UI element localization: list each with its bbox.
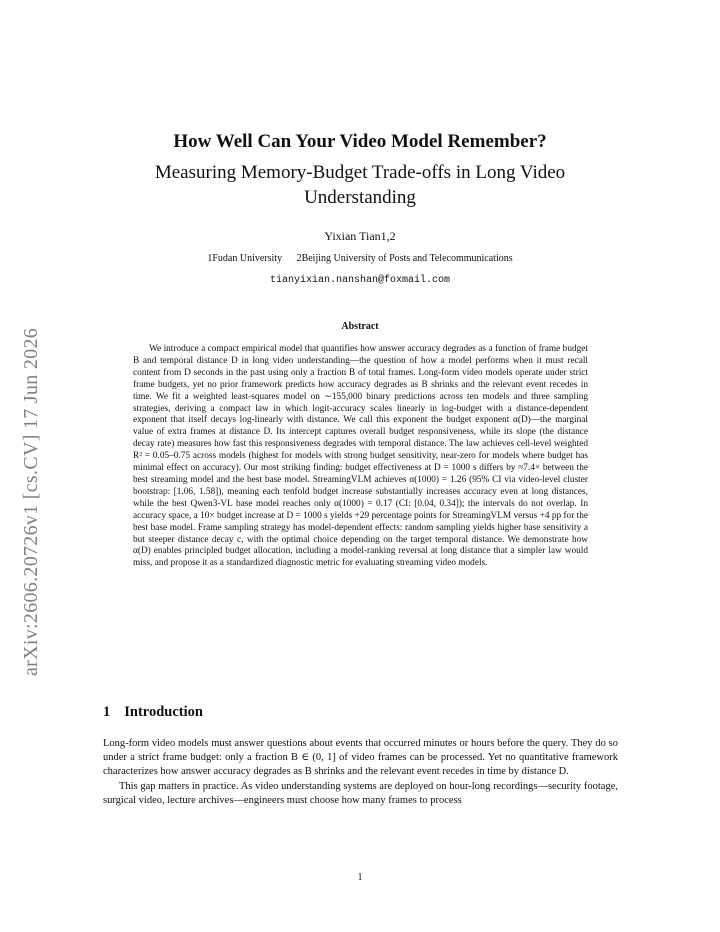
abstract-heading: Abstract: [341, 321, 379, 332]
affiliations: [0, 253, 720, 264]
author-email[interactable]: tianyixian.nanshan@foxmail.com: [269, 275, 451, 286]
affiliation-2: 2Beijing University of Posts and Telecommunications: [296, 253, 513, 264]
abstract-body: [133, 344, 588, 570]
affiliation-1: 1Fudan University: [207, 253, 283, 264]
page-number: 1: [357, 872, 363, 883]
section-number: 1: [103, 704, 111, 720]
introduction-body: [103, 737, 618, 808]
paper-title: How Well Can Your Video Model Remember?: [173, 131, 547, 152]
intro-paragraph-2: This gap matters in practice. As video understanding systems are deployed on hour-long recordings—security footage, surgical video, lecture archives—engineers must choose how many frames to process: [103, 780, 618, 806]
author-name: Yixian Tian1,2: [324, 229, 396, 243]
intro-paragraph-1: Long-form video models must answer questions about events that occurred minutes or hours before the query. They do so under a strict frame budget: only a fraction B ∈ (0, 1] of video frames can be processed. Yet no quantitative framework characterizes how answer accuracy degrades as B shrinks and the relevant event recedes in time by distance D.: [103, 738, 618, 778]
abstract-text: We introduce a compact empirical model that quantifies how answer accuracy degrades as a function of frame budget B and temporal distance D in long video understanding—the question of how a model performs when it must recall content from D seconds in the past using only a fraction B of total frames. Long-form video models operate under strict frame budgets, yet no prior framework predicts how accuracy degrades as B shrinks and the relevant event recedes in time. We fit a weighted least-squares model on ∼155,000 binary predictions across ten models and three sampling strategies, deriving a compact law in which logit-accuracy scales linearly in log-budget with a distance-dependent exponent that itself decays log-linearly with distance. We call this exponent the budget exponent α(D)—the marginal value of extra frames at distance D. Its intercept captures overall budget responsiveness, while its slope (the distance decay rate) measures how fast this responsiveness degrades with temporal distance. The law achieves cell-level weighted R² = 0.05–0.75 across models (highest for models with strong budget sensitivity, near-zero for models where budget has minimal effect on accuracy). Our most striking finding: budget effectiveness at D = 1000 s differs by ≈7.4× between the best streaming model and the best base model. StreamingVLM achieves α(1000) = 1.26 (95% CI via video-level cluster bootstrap: [1.06, 1.58]), meaning each tenfold budget increase substantially increases accuracy even at long distances, while the best Qwen3-VL base model reaches only α(1000) = 0.17 (CI: [0.04, 0.34]); the intervals do not overlap. In accuracy space, a 10× budget increase at D = 1000 s yields +29 percentage points for StreamingVLM versus +4 pp for the best base model. Frame sampling strategy has model-dependent effects: random sampling yields higher base sensitivity a but steeper distance decay c, with the optimal choice depending on the target temporal distance. We demonstrate how α(D) enables principled budget allocation, including a model-ranking reversal at long distance that a simpler law would miss, and propose it as a standardized diagnostic metric for evaluating streaming video models.: [133, 344, 588, 569]
section-heading: [103, 704, 203, 721]
section-title: Introduction: [124, 704, 203, 720]
paper-subtitle: Measuring Memory-Budget Trade-offs in Long Video Understanding: [154, 162, 566, 208]
arxiv-identifier: arXiv:2606.20726v1 [cs.CV] 17 Jun 2026: [20, 327, 42, 676]
